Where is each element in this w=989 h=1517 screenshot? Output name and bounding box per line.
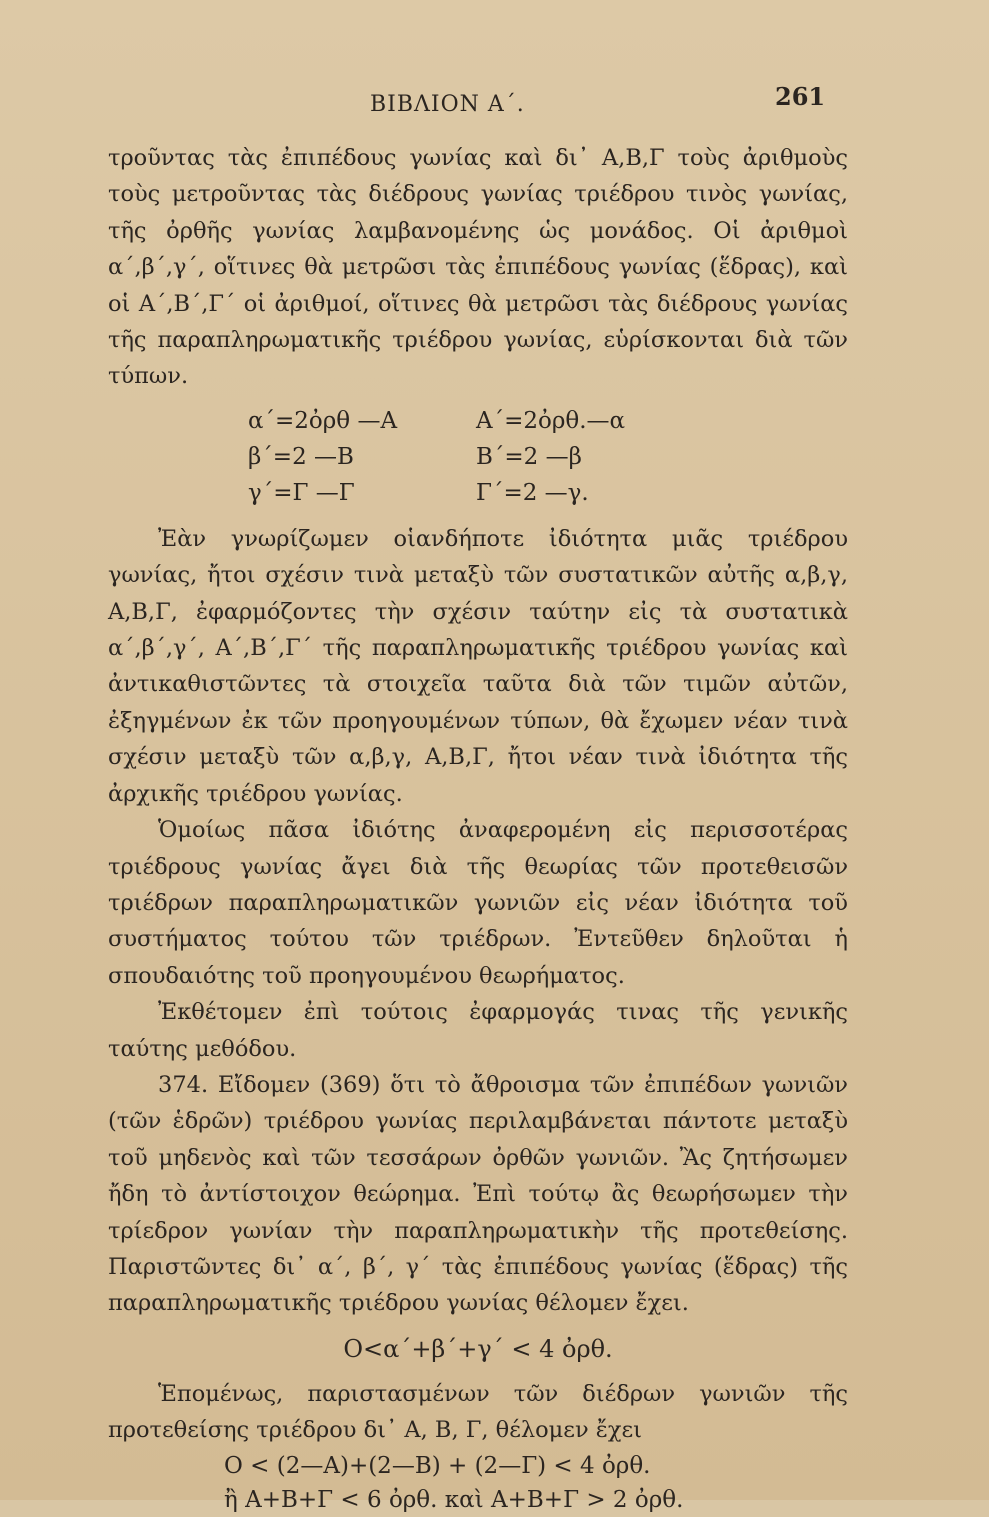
paragraph: Ὁμοίως πᾶσα ἰδιότης ἀναφερομένη εἰς περισσοτέρας τριέδρους γωνίας ἄγει διὰ τῆς θεωρίας τῶν προτεθεισῶν τριέδρων παραπληρωματικῶν γωνιῶν εἰς νέαν ἰδιότητα τοῦ συστήματος τούτου τῶν τριέδρων. Ἐντεῦθεν δηλοῦται ἡ σπουδαιότης τοῦ προηγουμένου θεωρήματος. [108, 817, 848, 989]
formula-left: β΄=2 —Β [248, 443, 354, 470]
running-head: ΒΙΒΛΙΟΝ Α΄. [370, 92, 525, 117]
formula-row [108, 403, 848, 439]
page-body [108, 140, 848, 1517]
paragraph: Ἑπομένως, παριστασμένων τῶν διέδρων γωνιῶν τῆς προτεθείσης τριέδρου δι᾽ Α, Β, Γ, θέλομεν ἔχει [108, 1380, 848, 1444]
formula-right: Γ΄=2 —γ. [476, 479, 589, 506]
inequality-3: ἢ Α+Β+Γ < 6 ὀρθ. καὶ Α+Β+Γ > 2 ὀρθ. [224, 1486, 684, 1513]
formula-right: Α΄=2ὀρθ.—α [476, 407, 626, 434]
paragraph-continuation: τροῦντας τὰς ἐπιπέδους γωνίας καὶ δι᾽ Α,Β,Γ τοὺς ἀριθμοὺς τοὺς μετροῦντας τὰς διέδρους γωνίας τριέδρου τινὸς γωνίας, τῆς ὀρθῆς γωνίας λαμβανομένης ὡς μονάδος. Οἱ ἀριθμοὶ α΄,β΄,γ΄, οἵτινες θὰ μετρῶσι τὰς ἐπιπέδους γωνίας (ἕδρας), καὶ οἱ Α΄,Β΄,Γ΄ οἱ ἀριθμοί, οἵτινες θὰ μετρῶσι τὰς διέδρους γωνίας τῆς παραπληρωματικῆς τριέδρου γωνίας, εὑρίσκονται διὰ τῶν τύπων. [108, 145, 848, 390]
inequality-2: Ο < (2—Α)+(2—Β) + (2—Γ) < 4 ὀρθ. [224, 1452, 651, 1479]
paragraph-374: 374. Εἴδομεν (369) ὅτι τὸ ἄθροισμα τῶν ἐπιπέδων γωνιῶν (τῶν ἑδρῶν) τριέδρου γωνίας περιλαμβάνεται πάντοτε μεταξὺ τοῦ μηδενὸς καὶ τῶν τεσσάρων ὀρθῶν γωνιῶν. Ἂς ζητήσωμεν ἤδη τὸ ἀντίστοιχον θεώρημα. Ἐπὶ τούτῳ ἂς θεωρήσωμεν τὴν τρίεδρον γωνίαν τὴν παραπληρωματικὴν τῆς προτεθείσης. Παριστῶντες δι᾽ α΄, β΄, γ΄ τὰς ἐπιπέδους γωνίας (ἕδρας) τῆς παραπληρωματικῆς τριέδρου γωνίας θέλομεν ἔχει. [108, 1071, 848, 1317]
inequality-1: Ο<α΄+β΄+γ΄ < 4 ὀρθ. [343, 1334, 613, 1363]
formula-left: γ΄=Γ —Γ [248, 479, 355, 506]
formula-row [108, 439, 848, 475]
formula-right: Β΄=2 —β [476, 443, 582, 470]
formula-table [108, 403, 848, 511]
formula-left: α΄=2ὀρθ —Α [248, 407, 398, 434]
paragraph: Ἐκθέτομεν ἐπὶ τούτοις ἐφαρμογάς τινας τῆς γενικῆς ταύτης μεθόδου. [108, 999, 848, 1062]
page-header [0, 82, 989, 122]
formula-row [108, 475, 848, 511]
page-number: 261 [775, 82, 826, 111]
paragraph: Ἐὰν γνωρίζωμεν οἱανδήποτε ἰδιότητα μιᾶς τριέδρου γωνίας, ἤτοι σχέσιν τινὰ μεταξὺ τῶν συστατικῶν αὐτῆς α,β,γ, Α,Β,Γ, ἐφαρμόζοντες τὴν σχέσιν ταύτην εἰς τὰ συστατικὰ α΄,β΄,γ΄, Α΄,Β΄,Γ΄ τῆς παραπληρωματικῆς τριέδρου γωνίας καὶ ἀντικαθιστῶντες τὰ στοιχεῖα ταῦτα διὰ τῶν τιμῶν αὐτῶν, ἐξηγμένων ἐκ τῶν προηγουμένων τύπων, θὰ ἔχωμεν νέαν τινὰ σχέσιν μεταξὺ τῶν α,β,γ, Α,Β,Γ, ἤτοι νέαν τινὰ ἰδιότητα τῆς ἀρχικῆς τριέδρου γωνίας. [108, 525, 848, 807]
